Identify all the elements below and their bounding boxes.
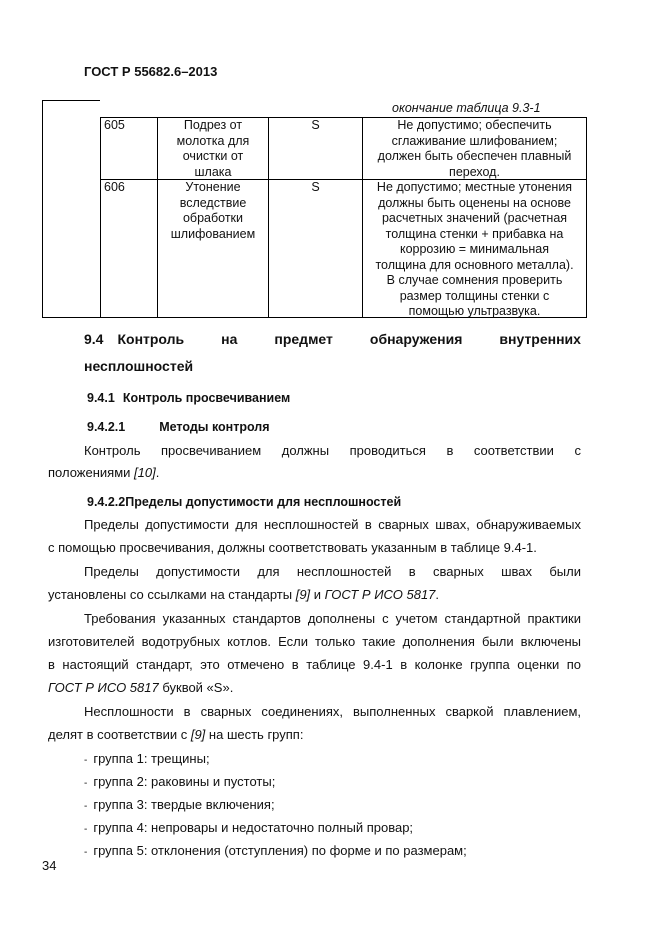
- paragraph-line: с помощью просвечивания, должны соответствовать указанным в таблице 9.4-1.: [48, 540, 537, 555]
- list-item: - группа 1: трещины;: [84, 751, 210, 766]
- cell-note: Не допустимо; обеспечить сглаживание шлифованием; должен быть обеспечен плавный переход.: [377, 118, 572, 179]
- page-number: 34: [42, 858, 57, 873]
- paragraph-line: Требования указанных стандартов дополнены с учетом стандартной практики: [84, 611, 581, 626]
- paragraph-line: Контроль просвечиванием должны проводиться в соответствии с: [84, 443, 581, 458]
- paragraph-line: изготовителей водотрубных котлов. Если только такие дополнения были включены: [48, 634, 581, 649]
- paragraph-line: Пределы допустимости для несплошностей в сварных швах были: [84, 564, 581, 579]
- list-item: - группа 3: твердые включения;: [84, 797, 275, 812]
- cell-note: Не допустимо; местные утонения должны быть оценены на основе расчетных значений (расчетная толщина стенки + прибавка на коррозию = минимальная толщина для основного металла). В случае сомнения проверить размер толщины стенки с помощью ультразвука.: [375, 180, 574, 318]
- paragraph-line: положениями [10].: [48, 465, 160, 480]
- paragraph-line: установлены со ссылками на стандарты [9] и ГОСТ Р ИСО 5817.: [48, 587, 440, 602]
- section-9-4-1-heading: 9.4.1 Контроль просвечиванием: [87, 391, 291, 405]
- table-continuation-caption: окончание таблица 9.3-1: [392, 101, 541, 115]
- cell-code: 605: [104, 118, 125, 132]
- section-9-4-heading: 9.4 Контроль на предмет обнаружения внутренних: [84, 331, 581, 347]
- paragraph-line: в настоящий стандарт, это отмечено в таблице 9.4-1 в колонке группа оценки по: [48, 657, 581, 672]
- list-item: - группа 4: непровары и недостаточно полный провар;: [84, 820, 414, 835]
- list-item: - группа 2: раковины и пустоты;: [84, 774, 276, 789]
- cell-name: Подрез от молотка для очистки от шлака: [176, 118, 250, 179]
- paragraph-line: Несплошности в сварных соединениях, выполненных сваркой плавлением,: [84, 704, 581, 719]
- list-item: - группа 5: отклонения (отступления) по форме и по размерам;: [84, 843, 467, 858]
- section-9-4-2-1-heading: 9.4.2.1 Методы контроля: [87, 420, 270, 434]
- reference: [10]: [134, 465, 156, 480]
- cell-code: 606: [104, 180, 125, 194]
- section-9-4-2-2-heading: 9.4.2.2Пределы допустимости для несплошностей: [87, 495, 402, 509]
- cell-group: S: [311, 180, 320, 194]
- document-code: ГОСТ Р 55682.6–2013: [84, 64, 218, 79]
- section-9-4-heading-cont: несплошностей: [84, 358, 194, 374]
- paragraph-line: ГОСТ Р ИСО 5817 буквой «S».: [48, 680, 234, 695]
- cell-name: Утонение вследствие обработки шлифованием: [170, 180, 256, 241]
- paragraph-line: делят в соответствии с [9] на шесть групп:: [48, 727, 304, 742]
- cell-group: S: [311, 118, 320, 132]
- paragraph-line: Пределы допустимости для несплошностей в сварных швах, обнаруживаемых: [84, 517, 581, 532]
